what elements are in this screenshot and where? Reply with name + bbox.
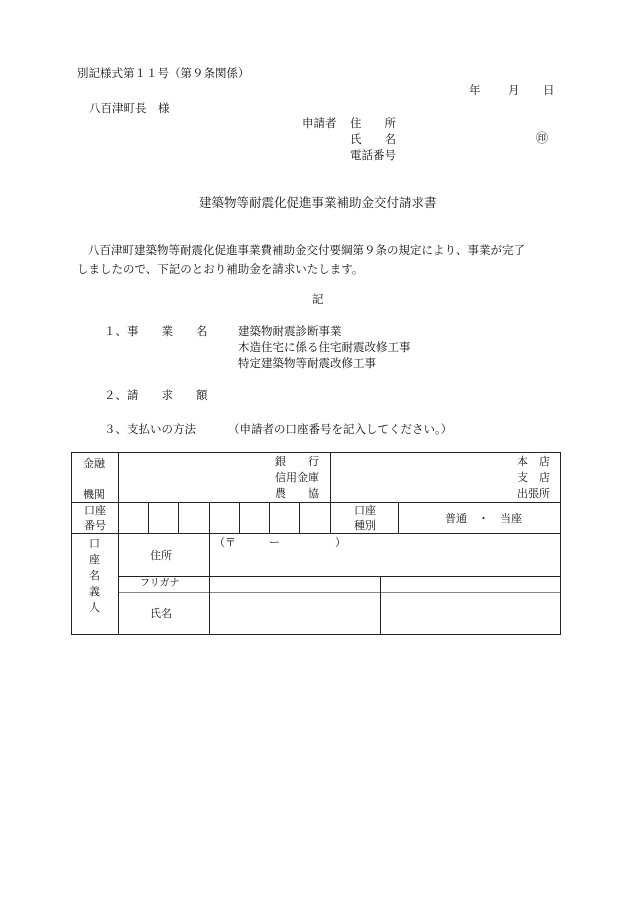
table-row-divider-4 bbox=[118, 592, 561, 593]
seal-mark: ㊞ bbox=[536, 131, 549, 145]
digit-divider-6 bbox=[299, 502, 300, 534]
table-border-bottom bbox=[71, 634, 561, 635]
account-type-label-2: 種別 bbox=[354, 519, 376, 532]
digit-divider-1 bbox=[148, 502, 149, 534]
item1-value-1: 建築物耐震診断事業 bbox=[238, 324, 342, 338]
item2-label: ２、請 求 額 bbox=[104, 388, 208, 402]
table-border-left bbox=[71, 452, 72, 635]
furigana-label: フリガナ bbox=[140, 578, 180, 589]
table-col-divider-1 bbox=[118, 452, 119, 635]
addressee: 八百津町長 様 bbox=[89, 101, 170, 115]
item1-label: １、事 業 名 bbox=[104, 324, 208, 338]
account-type-label-1: 口座 bbox=[354, 504, 376, 517]
branch-type-2: 支 店 bbox=[517, 471, 550, 484]
branch-type-3: 出張所 bbox=[517, 487, 550, 500]
bank-type-1: 銀 行 bbox=[275, 455, 319, 468]
holder-label-char-2: 座 bbox=[89, 553, 100, 566]
postal-code-field[interactable]: （〒 ー ） bbox=[214, 536, 346, 549]
item1-value-3: 特定建築物等耐震改修工事 bbox=[238, 356, 376, 370]
bank-type-2: 信用金庫 bbox=[275, 471, 319, 484]
holder-col-divider bbox=[209, 533, 210, 634]
body-line-1: 八百津町建築物等耐震化促進事業費補助金交付要綱第９条の規定により、事業が完了 bbox=[88, 243, 525, 257]
account-number-label-2: 番号 bbox=[84, 519, 106, 532]
table-col-divider-type bbox=[398, 502, 399, 534]
holder-address-label: 住所 bbox=[150, 549, 172, 562]
applicant-label: 申請者 bbox=[302, 116, 337, 130]
body-line-2: しましたので、下記のとおり補助金を請求いたします。 bbox=[77, 262, 364, 276]
item1-value-2: 木造住宅に係る住宅耐震改修工事 bbox=[238, 340, 411, 354]
account-number-label-1: 口座 bbox=[84, 504, 106, 517]
item3-label: ３、支払いの方法 bbox=[104, 422, 196, 436]
applicant-name-label: 氏 名 bbox=[350, 132, 396, 146]
item3-note: （申請者の口座番号を記入してください。） bbox=[228, 422, 453, 436]
digit-divider-3 bbox=[209, 502, 210, 534]
holder-label-char-1: 口 bbox=[89, 537, 100, 550]
holder-label-char-4: 義 bbox=[89, 585, 100, 598]
applicant-phone-label: 電話番号 bbox=[350, 148, 396, 162]
holder-name-label: 氏名 bbox=[150, 607, 172, 620]
date-year-label: 年 bbox=[469, 83, 481, 97]
applicant-address-label: 住 所 bbox=[350, 116, 396, 130]
holder-label-char-5: 人 bbox=[89, 601, 100, 614]
table-row-divider-3 bbox=[118, 576, 561, 577]
kinyu-label-2: 機関 bbox=[83, 488, 105, 501]
date-month-label: 月 bbox=[508, 83, 520, 97]
digit-divider-2 bbox=[178, 502, 179, 534]
table-col-divider-bank bbox=[330, 452, 331, 534]
table-border-top bbox=[71, 452, 561, 453]
holder-label-char-3: 名 bbox=[89, 569, 100, 582]
ki-label: 記 bbox=[312, 292, 324, 306]
table-border-right bbox=[560, 452, 561, 635]
holder-col-divider-2 bbox=[380, 576, 381, 634]
bank-type-3: 農 協 bbox=[275, 487, 319, 500]
form-number: 別記様式第１１号（第９条関係） bbox=[77, 66, 250, 80]
document-title: 建築物等耐震化促進事業補助金交付請求書 bbox=[199, 195, 437, 210]
kinyu-label-1: 金融 bbox=[83, 457, 105, 470]
table-row-divider-2 bbox=[71, 533, 561, 534]
digit-divider-4 bbox=[239, 502, 240, 534]
table-row-divider-1 bbox=[71, 502, 561, 503]
account-type-value[interactable]: 普通 ・ 当座 bbox=[445, 512, 522, 525]
date-day-label: 日 bbox=[543, 83, 555, 97]
branch-type-1: 本 店 bbox=[517, 455, 550, 468]
digit-divider-5 bbox=[269, 502, 270, 534]
